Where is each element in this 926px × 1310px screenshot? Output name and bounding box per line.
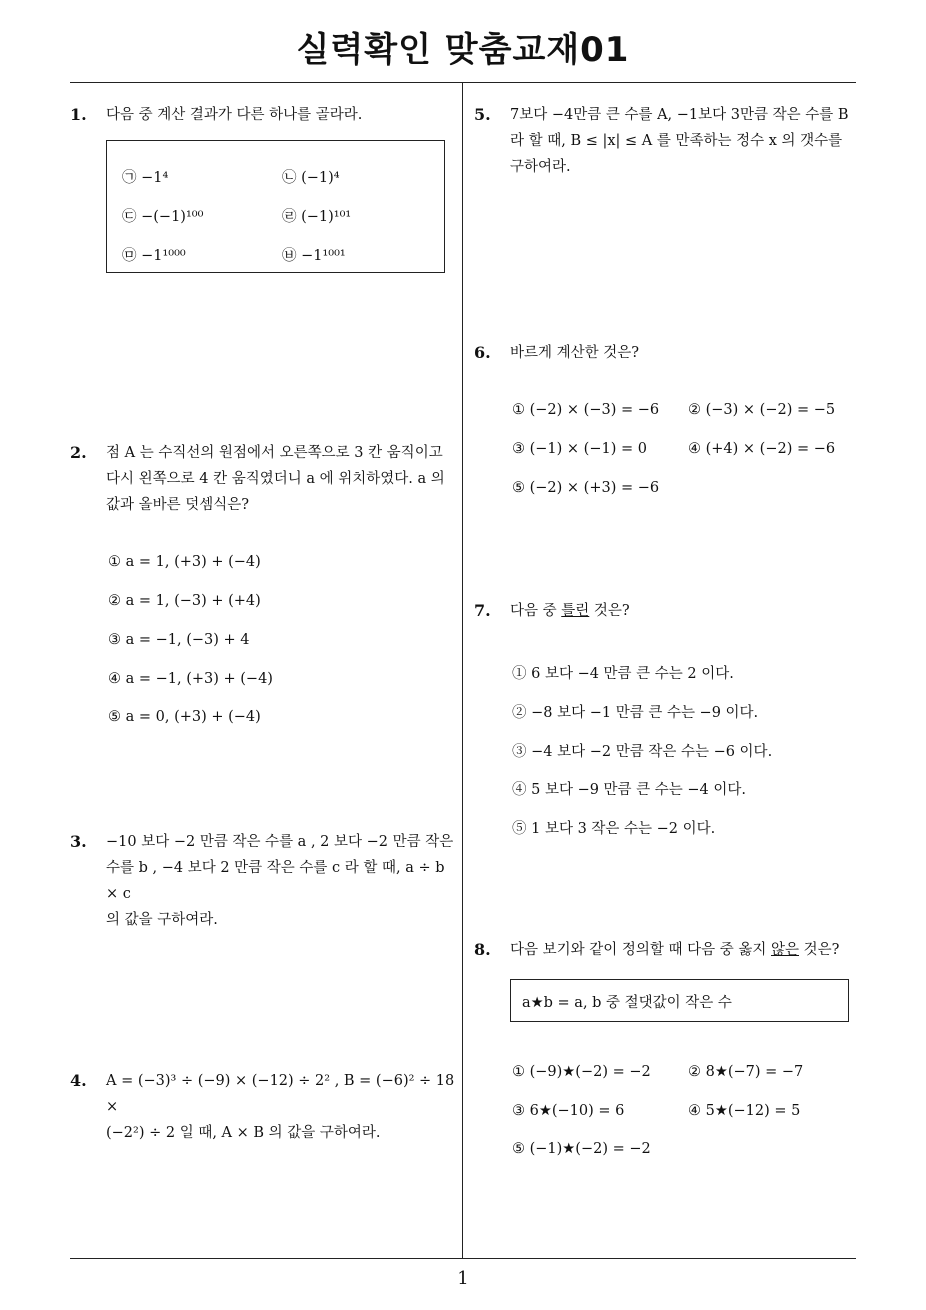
question-text-end: 것은?: [589, 603, 630, 619]
question-line: 수를 b , −4 보다 2 만큼 작은 수를 c 라 할 때, a ÷ b × c: [106, 860, 445, 902]
question-number: 7.: [474, 601, 491, 620]
choice-5: ⑤ (−2) × (+3) = −6: [512, 480, 660, 496]
question-line: A = (−3)³ ÷ (−9) × (−12) ÷ 2² , B = (−6)² ÷ 18 ×: [106, 1073, 455, 1115]
question-text: [510, 598, 630, 624]
question-number: 1.: [70, 105, 87, 124]
question-text: [106, 829, 460, 933]
choice-2: ② a = 1, (−3) + (+4): [108, 593, 261, 609]
choice-2: ② −8 보다 −1 만큼 큰 수는 −9 이다.: [512, 705, 759, 721]
page-number: 1: [457, 1268, 469, 1289]
question-number: 4.: [70, 1071, 87, 1090]
question-text-start: 다음 중: [510, 603, 562, 619]
question-text: [510, 937, 839, 963]
choice-6: ㉥ −1¹⁰⁰¹: [282, 248, 346, 264]
question-number: 5.: [474, 105, 491, 124]
choice-2: ㉡ (−1)⁴: [282, 170, 340, 186]
definition-text: a★b = a, b 중 절댓값이 작은 수: [522, 995, 732, 1011]
choice-1: ① a = 1, (+3) + (−4): [108, 554, 261, 570]
choice-3: ③ (−1) × (−1) = 0: [512, 441, 647, 457]
question-text: 다음 중 계산 결과가 다른 하나를 골라라.: [106, 107, 363, 123]
question-text: [510, 102, 849, 180]
question-line: 의 값을 구하여라.: [106, 912, 218, 928]
question-number: 3.: [70, 832, 87, 851]
choice-4: ④ 5★(−12) = 5: [688, 1103, 801, 1119]
page-title: 실력확인 맞춤교재01: [296, 30, 630, 70]
choice-3: ③ −4 보다 −2 만큼 작은 수는 −6 이다.: [512, 744, 773, 760]
underlined-keyword: 않은: [770, 942, 799, 958]
choice-5: ㉤ −1¹⁰⁰⁰: [122, 248, 186, 264]
question-line: 값과 올바른 덧셈식은?: [106, 497, 250, 513]
choice-1: ① 6 보다 −4 만큼 큰 수는 2 이다.: [512, 666, 734, 682]
choice-1: ㉠ −1⁴: [122, 170, 169, 186]
choice-4: ④ 5 보다 −9 만큼 큰 수는 −4 이다.: [512, 782, 747, 798]
bottom-divider: [70, 1258, 856, 1259]
question-line: 구하여라.: [510, 159, 571, 175]
question-line: 7보다 −4만큼 큰 수를 A, −1보다 3만큼 작은 수를 B: [510, 107, 849, 123]
question-line: −10 보다 −2 만큼 작은 수를 a , 2 보다 −2 만큼 작은: [106, 834, 454, 850]
choice-4: ④ (+4) × (−2) = −6: [688, 441, 836, 457]
choice-4: ㉣ (−1)¹⁰¹: [282, 209, 352, 225]
question-text: [106, 1068, 460, 1146]
definition-box: [510, 979, 849, 1022]
question-number: 2.: [70, 443, 87, 462]
choice-1: ① (−2) × (−3) = −6: [512, 402, 660, 418]
choice-5: ⑤ a = 0, (+3) + (−4): [108, 709, 261, 725]
choice-2: ② 8★(−7) = −7: [688, 1064, 804, 1080]
choice-5: ⑤ 1 보다 3 작은 수는 −2 이다.: [512, 821, 716, 837]
question-text-end: 것은?: [799, 942, 840, 958]
choice-5: ⑤ (−1)★(−2) = −2: [512, 1141, 651, 1157]
question-line: 라 할 때, B ≤ |x| ≤ A 를 만족하는 정수 x 의 갯수를: [510, 133, 843, 149]
question-text: [106, 440, 445, 518]
question-text: 바르게 계산한 것은?: [510, 345, 640, 361]
choice-4: ④ a = −1, (+3) + (−4): [108, 671, 273, 687]
choice-1: ① (−9)★(−2) = −2: [512, 1064, 651, 1080]
top-divider: [70, 82, 856, 83]
choice-2: ② (−3) × (−2) = −5: [688, 402, 836, 418]
column-divider: [462, 82, 463, 1259]
underlined-keyword: 틀린: [561, 603, 590, 619]
question-number: 6.: [474, 343, 491, 362]
question-line: 다시 왼쪽으로 4 칸 움직였더니 a 에 위치하였다. a 의: [106, 471, 445, 487]
choice-3: ③ 6★(−10) = 6: [512, 1103, 625, 1119]
question-number: 8.: [474, 940, 491, 959]
choice-3: ㉢ −(−1)¹⁰⁰: [122, 209, 204, 225]
question-text-start: 다음 보기와 같이 정의할 때 다음 중 옳지: [510, 942, 771, 958]
question-line: 점 A 는 수직선의 원점에서 오른쪽으로 3 칸 움직이고: [106, 445, 443, 461]
choice-3: ③ a = −1, (−3) + 4: [108, 632, 250, 648]
question-line: (−2²) ÷ 2 일 때, A × B 의 값을 구하여라.: [106, 1125, 381, 1141]
